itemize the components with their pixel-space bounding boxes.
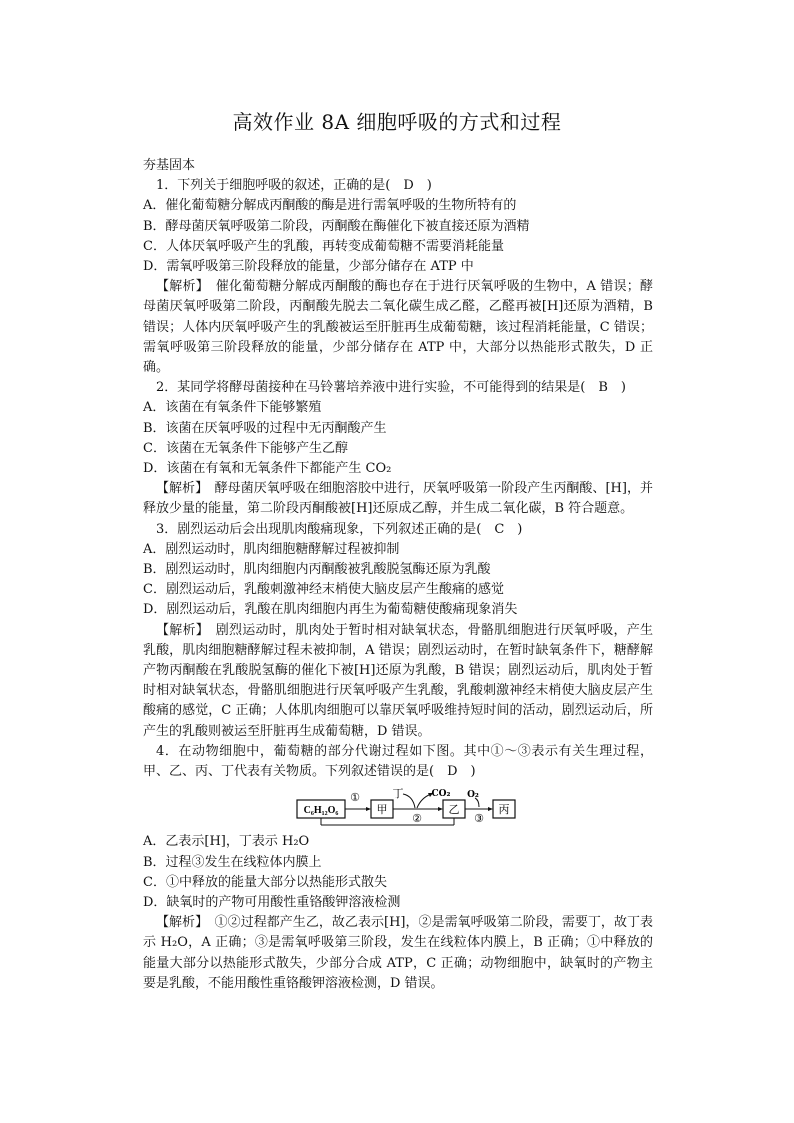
option-a: A．该菌在有氧条件下能够繁殖: [143, 400, 322, 416]
analysis: 【解析】 ①②过程都产生乙，故乙表示[H]，②是需氧呼吸第二阶段，需要丁，故丁表示 H₂O，A 正确；③是需氧呼吸第三阶段，发生在线粒体内膜上，B 正确；①中释放的能量大部分以热能形式散失，少部分合成 ATP，C 正确；动物细胞中，缺氧时的产物主要是乳酸，不能用酸性重铬酸钾溶液检测，D 错误。: [143, 915, 653, 991]
question-1: [143, 176, 653, 378]
analysis: 【解析】 催化葡萄糖分解成丙酮酸的酶也存在于进行厌氧呼吸的生物中，A 错误；酵母菌厌氧呼吸第二阶段，丙酮酸先脱去二氧化碳生成乙醛，乙醛再被[H]还原为酒精，B 错误；人体内厌氧呼吸产生的乳酸被运至肝脏再生成葡萄糖，该过程消耗能量，C 错误；需氧呼吸第三阶段释放的能量，少部分储存在 ATP 中，大部分以热能形式散失，D 正确。: [143, 279, 653, 376]
yi-label: 乙: [448, 803, 460, 817]
option-b: B．酵母菌厌氧呼吸第二阶段，丙酮酸在酶催化下被直接还原为酒精: [143, 218, 530, 234]
jia-label: 甲: [376, 803, 388, 817]
o2-label: O₂: [467, 790, 479, 801]
option-d: D．该菌在有氧和无氧条件下都能产生 CO₂: [143, 461, 392, 477]
question-stem: 4．在动物细胞中，葡萄糖的部分代谢过程如下图。其中①～③表示有关生理过程，甲、乙、丙、丁代表有关物质。下列叙述错误的是( D ): [143, 743, 653, 780]
option-a: A．乙表示[H]，丁表示 H₂O: [143, 834, 310, 850]
option-a: A．催化葡萄糖分解成丙酮酸的酶是进行需氧呼吸的生物所特有的: [143, 198, 517, 214]
option-b: B．剧烈运动时，肌肉细胞内丙酮酸被乳酸脱氢酶还原为乳酸: [143, 562, 491, 578]
co2-arrow: [417, 794, 431, 808]
option-d: D．需氧呼吸第三阶段释放的能量，少部分储存在 ATP 中: [143, 259, 474, 275]
option-c: C．剧烈运动后，乳酸刺激神经末梢使大脑皮层产生酸痛的感觉: [143, 582, 504, 598]
ding-label: 丁: [392, 787, 404, 801]
process-3-label: ③: [474, 812, 484, 826]
option-b: B．过程③发生在线粒体内膜上: [143, 854, 322, 870]
process-1-label: ①: [350, 791, 360, 805]
option-a: A．剧烈运动时，肌肉细胞糖酵解过程被抑制: [143, 541, 400, 557]
section-heading: 夯基固本: [143, 158, 196, 173]
option-c: C．①中释放的能量大部分以热能形式散失: [143, 874, 387, 890]
process-2-label: ②: [412, 812, 422, 826]
question-2: [143, 378, 653, 519]
analysis: 【解析】 剧烈运动时，肌肉处于暂时相对缺氧状态，骨骼肌细胞进行厌氧呼吸，产生乳酸，肌肉细胞糖酵解过程未被抑制，A 错误；剧烈运动时，在暂时缺氧条件下，糖酵解产物丙酮酸在乳酸脱氢酶的催化下被[H]还原为乳酸，B 错误；剧烈运动后，肌肉处于暂时相对缺氧状态，骨骼肌细胞进行厌氧呼吸产生乳酸，乳酸刺激神经末梢使大脑皮层产生酸痛的感觉，C 正确；人体肌肉细胞可以靠厌氧呼吸维持短时间的活动，剧烈运动后，所产生的乳酸则被运至肝脏再生成葡萄糖，D 错误。: [143, 622, 653, 739]
page-title: 高效作业 8A 细胞呼吸的方式和过程: [232, 110, 562, 134]
document-body: [143, 156, 653, 994]
option-c: C．人体厌氧呼吸产生的乳酸，再转变成葡萄糖不需要消耗能量: [143, 238, 504, 254]
option-b: B．该菌在厌氧呼吸的过程中无丙酮酸产生: [143, 420, 387, 436]
glucose-label: C₆H₁₂O₆: [303, 805, 339, 817]
question-3: [143, 520, 653, 742]
option-c: C．该菌在无氧条件下能够产生乙醇: [143, 440, 348, 456]
question-stem: 3．剧烈运动后会出现肌肉酸痛现象，下列叙述正确的是( C ): [156, 521, 523, 537]
option-d: D．剧烈运动后，乳酸在肌肉细胞内再生为葡萄糖使酸痛现象消失: [143, 602, 518, 618]
analysis: 【解析】 酵母菌厌氧呼吸在细胞溶胶中进行，厌氧呼吸第一阶段产生丙酮酸、[H]，并释放少量的能量，第二阶段丙酮酸被[H]还原成乙醇，并生成二氧化碳，B 符合题意。: [143, 481, 653, 517]
question-stem: 1．下列关于细胞呼吸的叙述，正确的是( D ): [156, 178, 432, 194]
arrowhead-3: [488, 807, 493, 811]
question-stem: 2．某同学将酵母菌接种在马铃薯培养液中进行实验，不可能得到的结果是( B ): [156, 380, 626, 396]
arrowhead-2: [438, 807, 443, 811]
metabolism-flow-svg: [295, 786, 525, 826]
bing-label: 丙: [498, 803, 510, 817]
arrowhead-1: [366, 807, 371, 811]
ding-arrow: [403, 794, 415, 808]
co2-label: CO₂: [431, 789, 451, 800]
metabolism-diagram: [143, 786, 653, 826]
option-d: D．缺氧时的产物可用酸性重铬酸钾溶液检测: [143, 894, 401, 910]
question-4: [143, 742, 653, 994]
